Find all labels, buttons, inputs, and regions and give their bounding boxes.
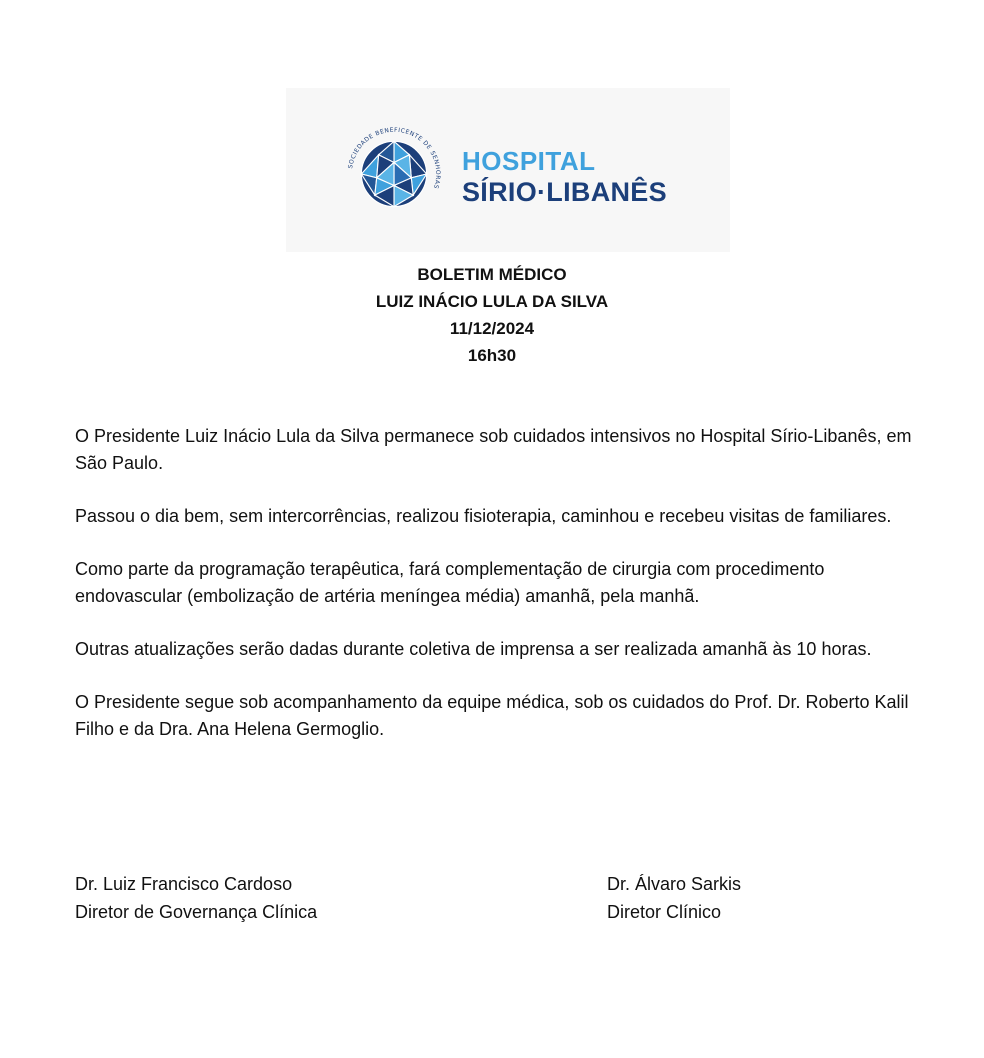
hospital-logo [286, 88, 730, 252]
logo-word-sirio-libanes: SÍRIO·LIBANÊS [462, 177, 667, 207]
bulletin-time: 16h30 [467, 346, 517, 365]
patient-name: LUIZ INÁCIO LULA DA SILVA [375, 292, 609, 311]
signatory-name: Dr. Luiz Francisco Cardoso [75, 874, 293, 894]
paragraph: O Presidente Luiz Inácio Lula da Silva permanece sob cuidados intensivos no Hospital Sírio-Libanês, em São Paulo. [75, 426, 912, 473]
signature-block-right [607, 870, 741, 926]
bulletin-title: BOLETIM MÉDICO [417, 265, 567, 284]
paragraph: Como parte da programação terapêutica, fará complementação de cirurgia com procedimento endovascular (embolização de artéria meníngea média) amanhã, pela manhã. [75, 559, 825, 606]
svg-text:SOCIEDADE BENEFICENTE DE SENHO: SOCIEDADE BENEFICENTE DE SENHORAS [347, 126, 442, 190]
signatory-role: Diretor Clínico [607, 902, 722, 922]
hospital-emblem-icon [346, 126, 442, 222]
paragraph: Outras atualizações serão dadas durante coletiva de imprensa a ser realizada amanhã às 10 horas. [75, 639, 872, 659]
signature-block-left [75, 870, 317, 926]
paragraph: O Presidente segue sob acompanhamento da equipe médica, sob os cuidados do Prof. Dr. Roberto Kalil Filho e da Dra. Ana Helena Germoglio. [75, 692, 909, 739]
logo-word-hospital: HOSPITAL [462, 146, 596, 176]
bulletin-header [0, 261, 984, 369]
signatory-name: Dr. Álvaro Sarkis [607, 874, 742, 894]
paragraph: Passou o dia bem, sem intercorrências, realizou fisioterapia, caminhou e recebeu visitas de familiares. [75, 506, 892, 526]
bulletin-body [75, 423, 935, 769]
bulletin-date: 11/12/2024 [449, 319, 535, 338]
signatory-role: Diretor de Governança Clínica [75, 902, 318, 922]
